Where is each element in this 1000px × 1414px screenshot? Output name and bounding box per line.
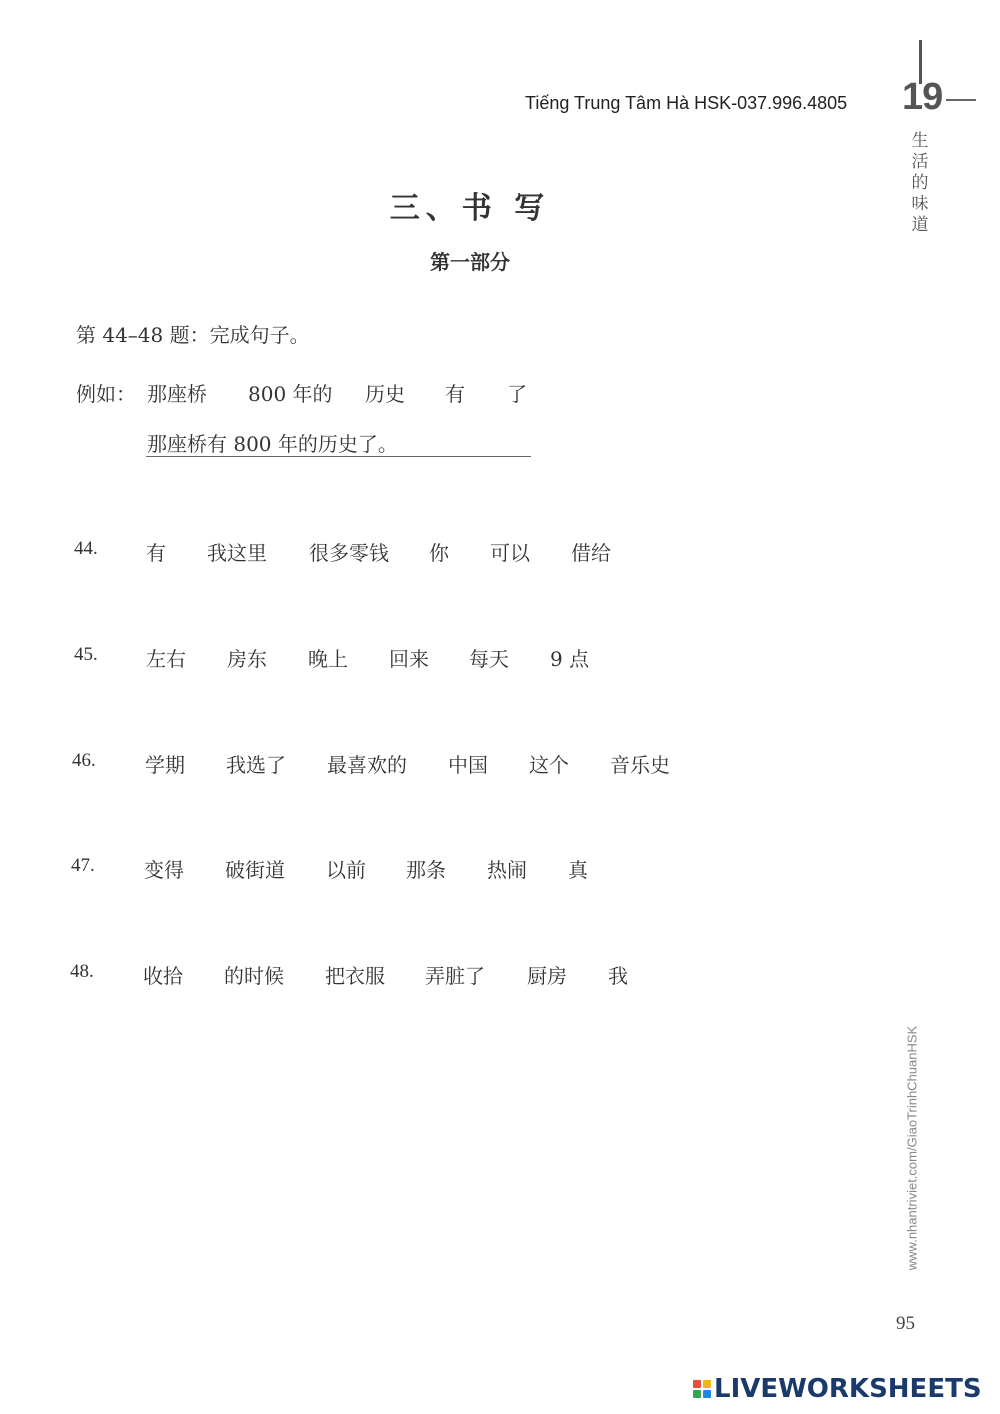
logo-tile	[703, 1390, 711, 1398]
section-title: 三、书 写	[389, 191, 551, 226]
question-word: 音乐史	[610, 753, 670, 777]
question-number: 45.	[74, 644, 98, 665]
question-word: 晚上	[308, 647, 348, 671]
question-word: 变得	[144, 858, 184, 882]
question-word: 左右	[146, 647, 186, 671]
question-word: 的时候	[224, 964, 284, 988]
question-word: 厨房	[527, 964, 567, 988]
example-word: 了	[507, 382, 527, 406]
example-word: 有	[445, 382, 465, 406]
question-word: 把衣服	[325, 964, 385, 988]
header-note: Tiếng Trung Tâm Hà HSK-037.996.4805	[525, 93, 848, 113]
question-word: 最喜欢的	[327, 753, 407, 777]
question-word: 我这里	[207, 541, 267, 565]
logo-tile	[693, 1390, 701, 1398]
question-word: 每天	[469, 647, 509, 671]
logo-tile	[693, 1380, 701, 1388]
question-word: 学期	[145, 753, 185, 777]
liveworksheets-logo	[693, 1374, 982, 1404]
question-word: 弄脏了	[425, 964, 485, 988]
question-word: 回来	[389, 647, 429, 671]
question-number: 48.	[70, 961, 94, 982]
question-word: 那条	[406, 858, 446, 882]
chapter-title: 生活的味道	[911, 131, 929, 235]
question-word: 我	[608, 964, 628, 988]
logo-tile	[703, 1380, 711, 1388]
question-word: 真	[568, 858, 588, 882]
example-word: 历史	[365, 382, 405, 406]
part-title: 第一部分	[430, 250, 510, 274]
example-word: 那座桥	[147, 382, 207, 406]
example-label: 例如：	[76, 382, 136, 406]
answer-underline	[146, 456, 531, 457]
side-url: www.nhantriviet.com/GiaoTrinhChuanHSK	[904, 1025, 920, 1271]
question-word: 中国	[448, 753, 488, 777]
example-answer: 那座桥有 800 年的历史了。	[147, 432, 398, 456]
logo-tiles-icon	[693, 1380, 711, 1398]
question-word: 这个	[529, 753, 569, 777]
chapter-divider-horizontal	[946, 99, 976, 101]
question-word: 有	[146, 541, 166, 565]
question-word: 可以	[490, 541, 530, 565]
instruction: 第 44–48 题：完成句子。	[76, 323, 310, 347]
question-number: 46.	[72, 750, 96, 771]
chapter-number: 19	[902, 76, 943, 118]
question-word: 房东	[227, 647, 267, 671]
question-word: 以前	[326, 858, 366, 882]
question-word: 我选了	[226, 753, 286, 777]
question-number: 47.	[71, 855, 95, 876]
question-word: 9 点	[550, 647, 590, 671]
question-word: 很多零钱	[309, 541, 389, 565]
question-word: 借给	[571, 541, 611, 565]
page-number: 95	[896, 1313, 915, 1334]
question-word: 收拾	[143, 964, 183, 988]
question-word: 你	[429, 541, 449, 565]
question-number: 44.	[74, 538, 98, 559]
question-word: 热闹	[487, 858, 527, 882]
example-word: 800 年的	[248, 382, 333, 406]
question-word: 破街道	[225, 858, 285, 882]
logo-text: LIVEWORKSHEETS	[714, 1374, 982, 1404]
